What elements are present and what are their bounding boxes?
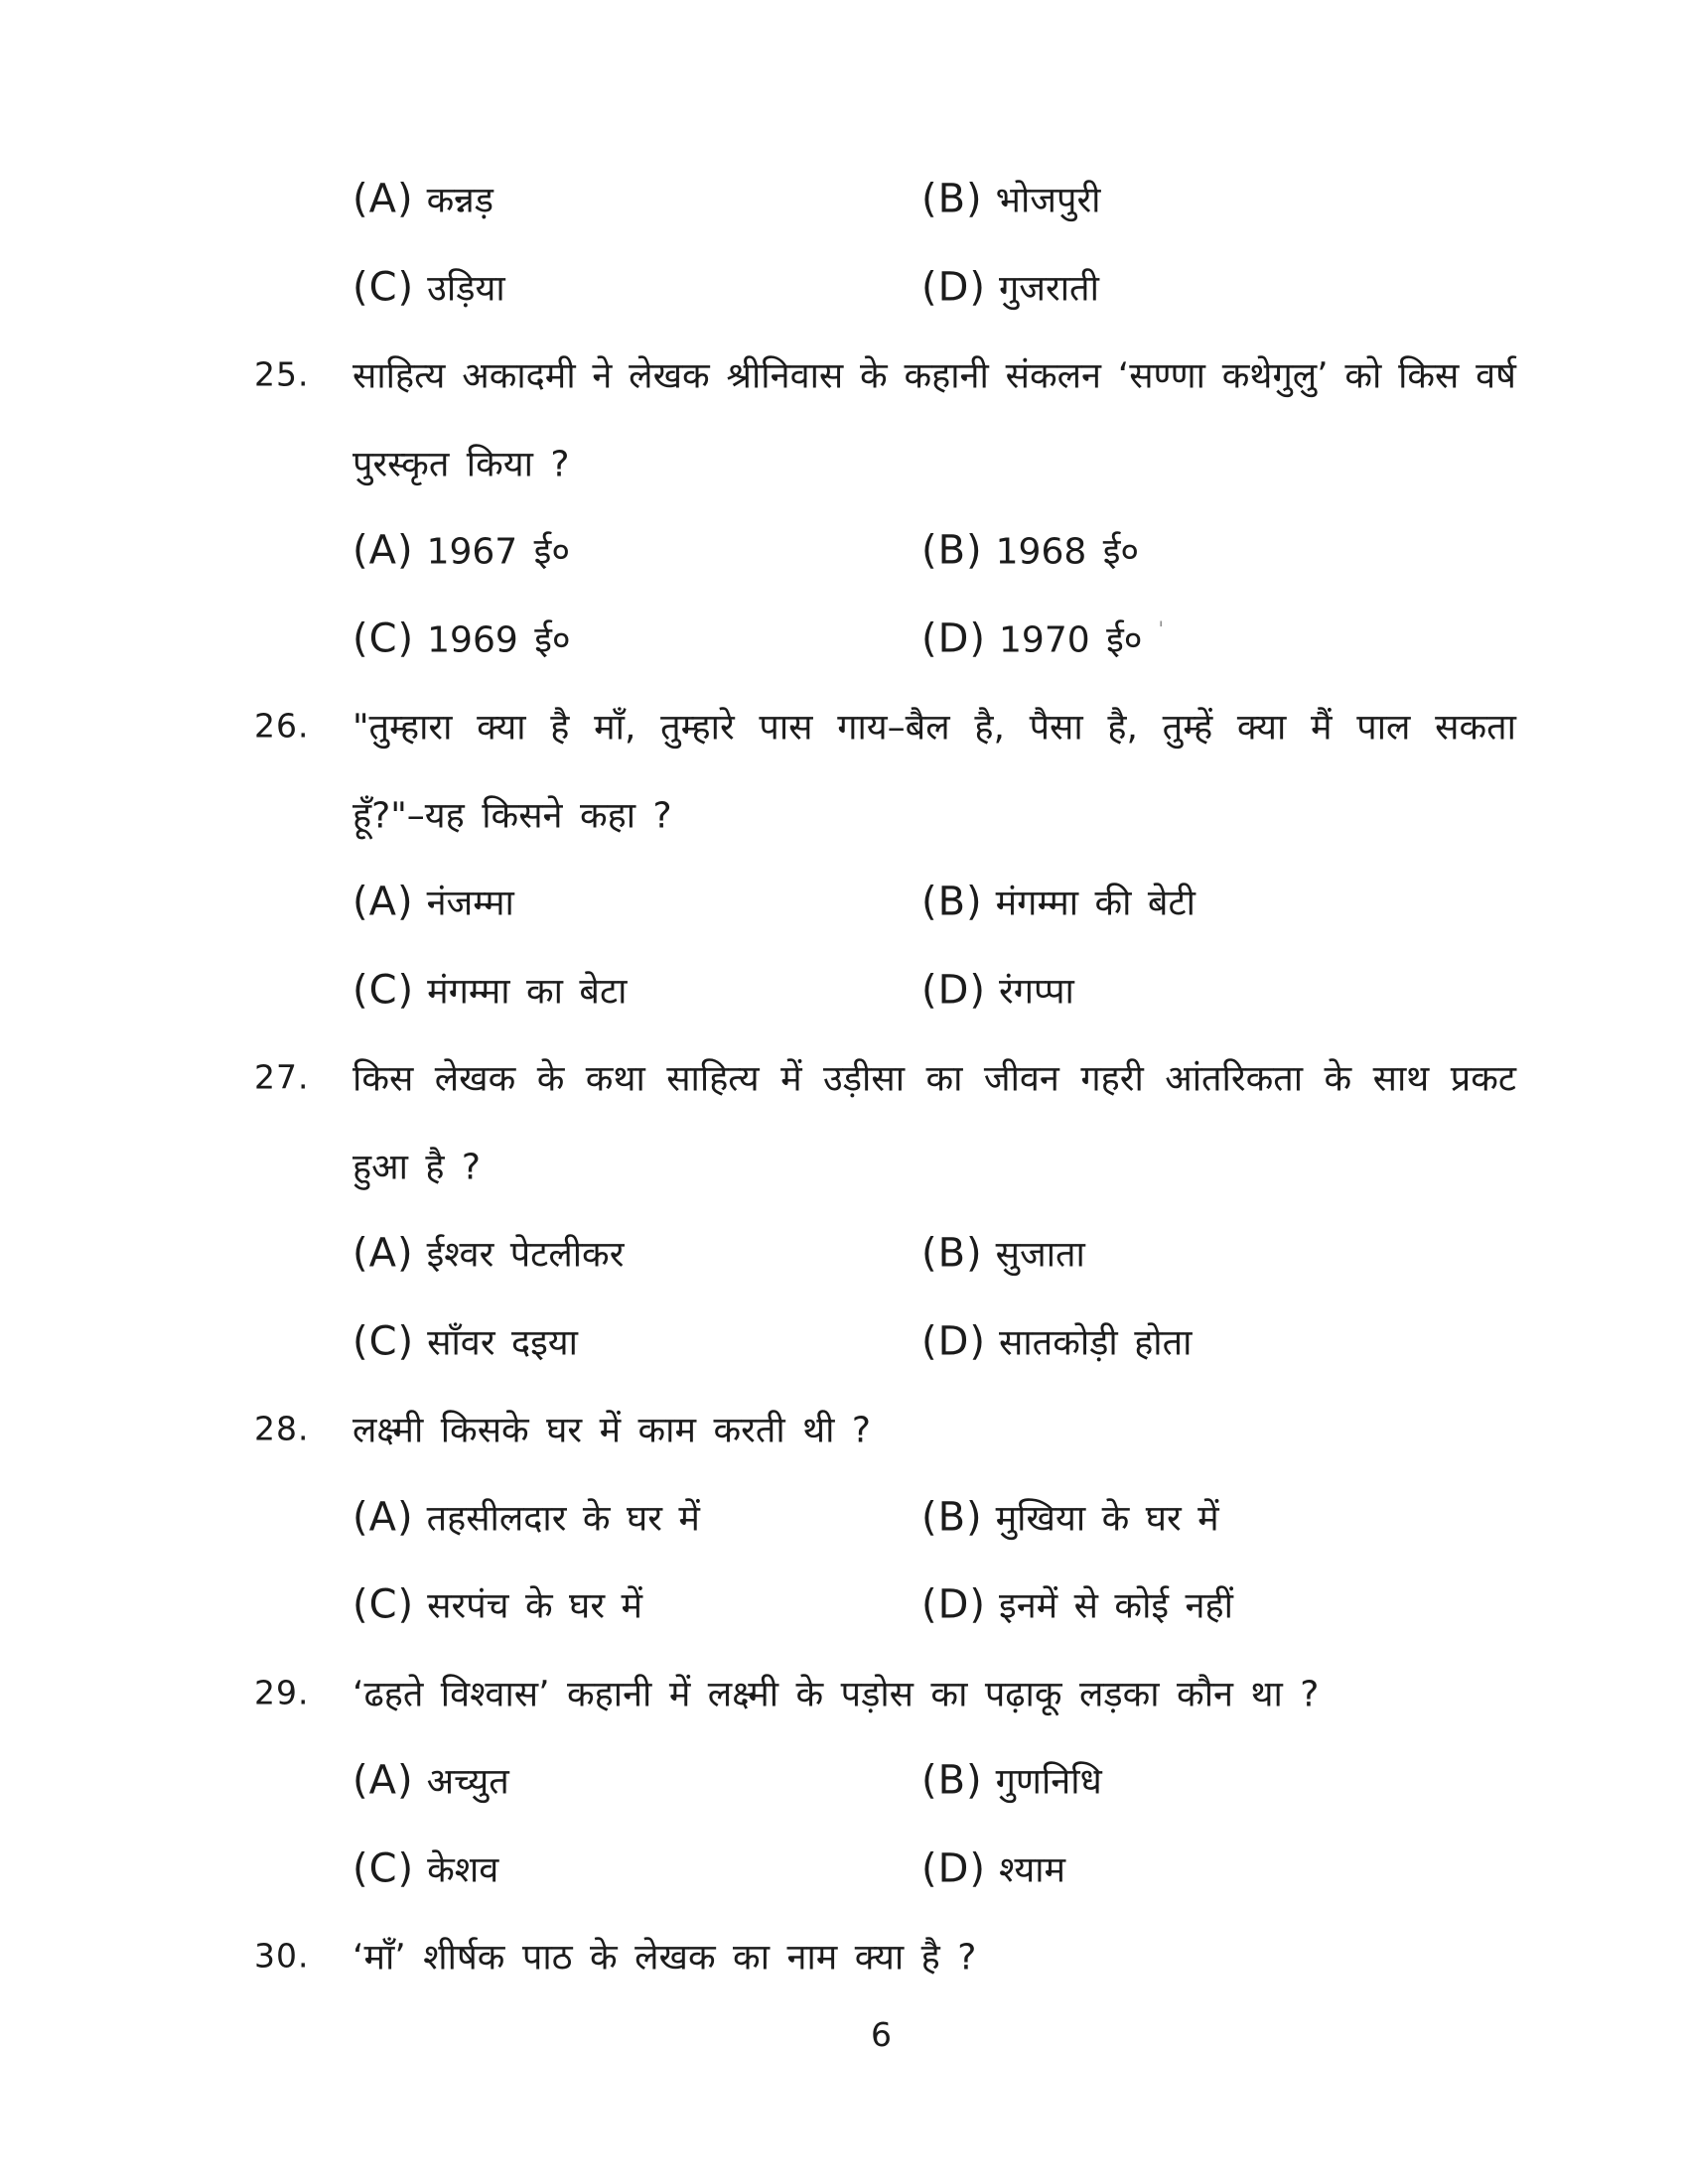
option-text: केशव — [427, 1849, 499, 1891]
option-item — [352, 1229, 624, 1278]
options-row — [0, 1825, 1688, 1913]
option-item — [352, 1580, 642, 1629]
question-number: 25. — [254, 354, 310, 394]
option-text: 1970 ई० — [999, 619, 1143, 661]
option-item — [921, 526, 1139, 575]
option-item — [352, 614, 571, 662]
options-row — [0, 1209, 1688, 1297]
option-text: नंजम्मा — [426, 883, 514, 924]
option-item — [352, 965, 627, 1014]
options-row — [0, 1297, 1688, 1386]
option-text: सातकोड़ी होता — [999, 1322, 1193, 1364]
option-item — [352, 1756, 509, 1805]
option-text: इनमें से कोई नहीं — [999, 1585, 1233, 1627]
question-continuation-row — [0, 770, 1688, 859]
options-row — [0, 946, 1688, 1034]
option-item — [352, 1316, 578, 1365]
scan-artifact-mark: ' — [1158, 616, 1164, 641]
option-text: रंगप्पा — [999, 971, 1074, 1013]
options-row — [0, 1561, 1688, 1649]
option-text: 1967 ई० — [426, 531, 571, 573]
option-letter: (A) — [352, 879, 414, 925]
option-text: ईश्वर पेटलीकर — [426, 1234, 625, 1276]
option-text: कन्नड़ — [426, 180, 494, 221]
option-item — [921, 965, 1074, 1014]
option-letter: (B) — [921, 1494, 983, 1541]
options-row — [0, 155, 1688, 243]
question-number: 28. — [254, 1409, 310, 1448]
option-letter: (D) — [921, 1845, 987, 1892]
question-text-line: हुआ है ? — [352, 1147, 482, 1188]
option-text: साँवर दइया — [427, 1322, 578, 1364]
question-text-line: लक्ष्मी किसके घर में काम करती थी ? — [352, 1410, 872, 1451]
option-text: तहसीलदार के घर में — [426, 1498, 700, 1540]
question-line-row — [0, 1385, 1688, 1473]
question-line-row — [0, 1033, 1688, 1122]
question-number: 27. — [254, 1057, 310, 1097]
option-letter: (C) — [352, 1845, 415, 1892]
option-text: गुणनिधि — [995, 1761, 1102, 1803]
question-line-row — [0, 682, 1688, 770]
option-text: मंगम्मा का बेटा — [427, 971, 628, 1013]
option-letter: (A) — [352, 1757, 414, 1804]
option-letter: (A) — [352, 176, 414, 222]
option-text: अच्युत — [426, 1761, 509, 1803]
option-text: 1968 ई० — [995, 531, 1140, 573]
option-item — [352, 1843, 498, 1892]
option-item — [921, 1756, 1102, 1805]
question-text-line: किस लेखक के कथा साहित्य में उड़ीसा का जीवन गहरी आंतरिकता के साथ प्रकट — [352, 1058, 1516, 1100]
option-item — [921, 614, 1164, 662]
option-item — [352, 262, 505, 311]
option-letter: (D) — [921, 967, 987, 1014]
option-item — [352, 175, 493, 223]
option-item — [921, 1843, 1065, 1892]
question-text-line: साहित्य अकादमी ने लेखक श्रीनिवास के कहानी संकलन ‘सण्णा कथेगुलु’ को किस वर्ष — [352, 355, 1516, 397]
option-item — [352, 1492, 700, 1541]
option-item — [921, 262, 1099, 311]
question-number: 26. — [254, 706, 310, 746]
question-text-line: ‘ढहते विश्वास’ कहानी में लक्ष्मी के पड़ोस का पढ़ाकू लड़का कौन था ? — [352, 1674, 1320, 1715]
options-row — [0, 506, 1688, 595]
option-letter: (C) — [352, 615, 415, 662]
option-letter: (C) — [352, 264, 415, 311]
option-item — [352, 526, 570, 575]
question-continuation-row — [0, 1122, 1688, 1210]
option-letter: (A) — [352, 1230, 414, 1277]
option-text: सरपंच के घर में — [427, 1585, 643, 1627]
option-item — [921, 1580, 1233, 1629]
option-text: मंगम्मा की बेटी — [995, 883, 1196, 924]
option-text: भोजपुरी — [995, 180, 1101, 221]
option-letter: (B) — [921, 527, 983, 574]
question-continuation-row — [0, 419, 1688, 507]
page-content — [0, 155, 1688, 2000]
option-item — [921, 1316, 1192, 1365]
option-text: सुजाता — [995, 1234, 1085, 1276]
option-text: गुजराती — [999, 268, 1099, 310]
options-row — [0, 858, 1688, 946]
option-item — [921, 1492, 1219, 1541]
options-row — [0, 243, 1688, 332]
question-number: 29. — [254, 1673, 310, 1712]
options-row — [0, 595, 1688, 683]
option-letter: (B) — [921, 176, 983, 222]
option-letter: (D) — [921, 1581, 987, 1628]
question-text-line: पुरस्कृत किया ? — [352, 444, 570, 485]
option-letter: (C) — [352, 1581, 415, 1628]
option-letter: (D) — [921, 1318, 987, 1365]
question-text-line: "तुम्हारा क्या है माँ, तुम्हारे पास गाय–बैल है, पैसा है, तुम्हें क्या मैं पाल सकता — [352, 707, 1516, 749]
option-letter: (B) — [921, 1757, 983, 1804]
option-letter: (A) — [352, 1494, 414, 1541]
option-item — [921, 878, 1196, 926]
option-text: उड़िया — [427, 268, 505, 310]
options-row — [0, 1473, 1688, 1562]
option-letter: (B) — [921, 879, 983, 925]
option-item — [921, 1229, 1085, 1278]
option-letter: (D) — [921, 264, 987, 311]
question-line-row — [0, 1912, 1688, 2000]
option-letter: (C) — [352, 1318, 415, 1365]
option-letter: (C) — [352, 967, 415, 1014]
option-text: श्याम — [999, 1849, 1066, 1891]
option-text: 1969 ई० — [427, 619, 571, 661]
options-row — [0, 1736, 1688, 1825]
question-line-row — [0, 331, 1688, 419]
option-letter: (A) — [352, 527, 414, 574]
option-item — [352, 878, 514, 926]
question-text-line: ‘माँ’ शीर्षक पाठ के लेखक का नाम क्या है ? — [352, 1937, 977, 1979]
question-number: 30. — [254, 1936, 310, 1976]
question-line-row — [0, 1649, 1688, 1737]
option-item — [921, 175, 1101, 223]
question-text-line: हूँ?"–यह किसने कहा ? — [352, 795, 672, 837]
option-text: मुखिया के घर में — [995, 1498, 1219, 1540]
option-letter: (D) — [921, 615, 987, 662]
page-number: 6 — [871, 2015, 892, 2054]
option-letter: (B) — [921, 1230, 983, 1277]
